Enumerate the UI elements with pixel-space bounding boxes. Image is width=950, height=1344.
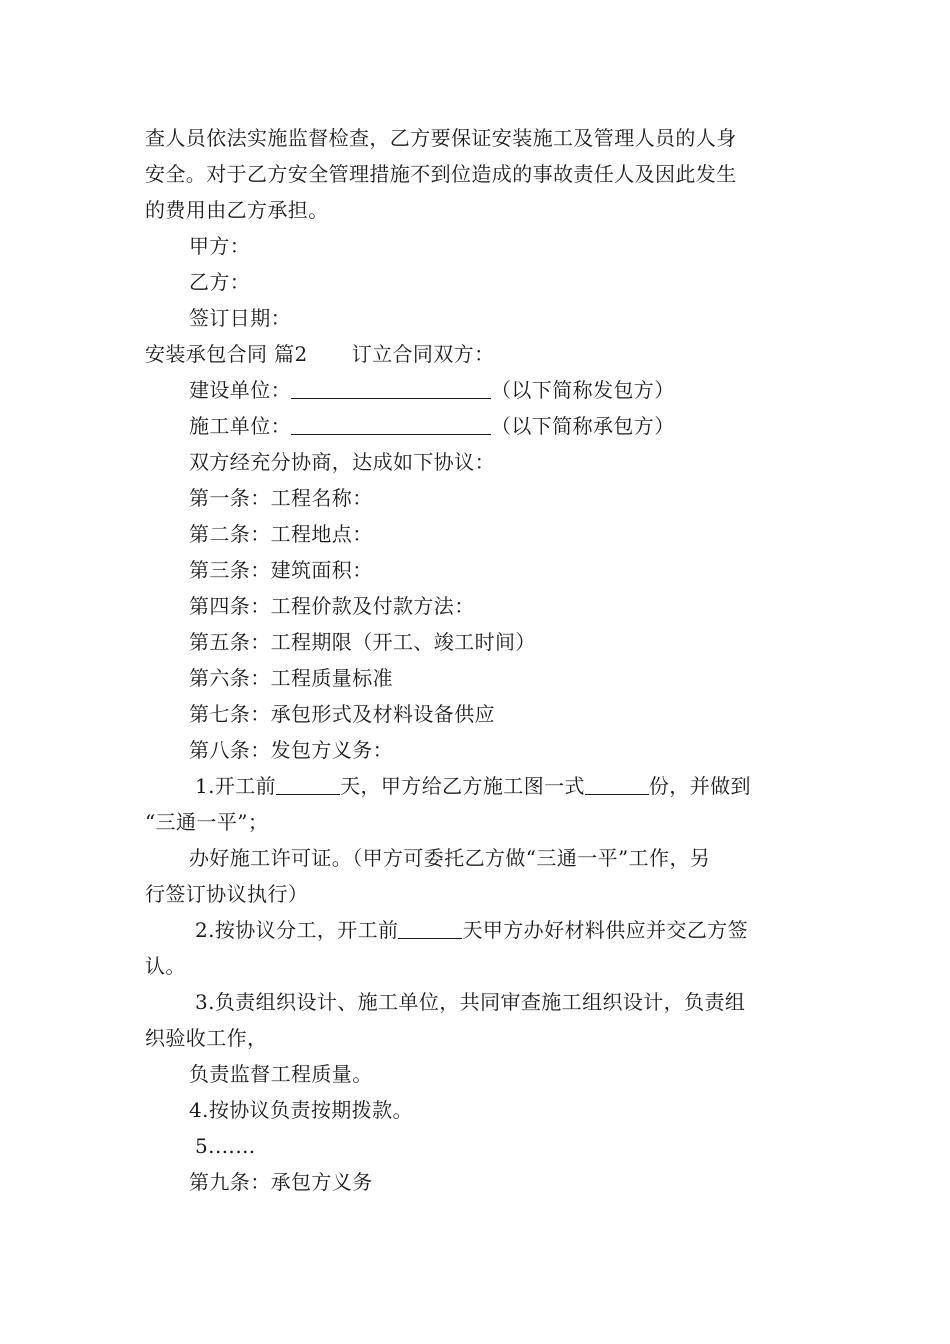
article-2: 第二条：工程地点： — [189, 522, 373, 546]
document-page — [145, 120, 810, 1200]
article-4: 第四条：工程价款及付款方法： — [189, 594, 475, 618]
item-1-continued: “三通一平”； — [145, 810, 269, 834]
builder-line — [145, 372, 810, 408]
article-9: 第九条：承包方义务 — [189, 1170, 373, 1194]
contractor-line — [145, 408, 810, 444]
item-1-text-b: 天，甲方给乙方施工图一式 — [340, 774, 585, 798]
contractor-blank — [291, 412, 491, 435]
item-3-quality: 负责监督工程质量。 — [189, 1062, 373, 1086]
item-2-text-b: 天甲方办好材料供应并交乙方签 — [462, 918, 749, 942]
builder-note: （以下简称发包方） — [491, 378, 675, 402]
paragraph-line: 的费用由乙方承担。 — [145, 198, 329, 222]
item-5-line: 5.…… — [195, 1134, 256, 1158]
item-3-line: 3.负责组织设计、施工单位，共同审查施工组织设计，负责组 — [195, 990, 746, 1014]
article-1: 第一条：工程名称： — [189, 486, 373, 510]
item-4-line: 4.按协议负责按期拨款。 — [189, 1098, 413, 1122]
article-7: 第七条：承包形式及材料设备供应 — [189, 702, 495, 726]
item-1-text-a: 1.开工前 — [195, 774, 277, 798]
section-parties: 订立合同双方： — [351, 342, 495, 366]
item-1-text-c: 份，并做到 — [648, 774, 751, 798]
article-8: 第八条：发包方义务： — [189, 738, 393, 762]
article-6: 第六条：工程质量标准 — [189, 666, 393, 690]
builder-blank — [291, 376, 491, 399]
article-3: 第三条：建筑面积： — [189, 558, 373, 582]
item-2-line — [145, 912, 810, 948]
item-1-blank-days — [276, 772, 340, 795]
section-title: 安装承包合同 篇2 — [145, 342, 308, 366]
builder-label: 建设单位： — [189, 378, 291, 402]
item-3-continued: 织验收工作， — [145, 1026, 268, 1050]
contractor-label: 施工单位： — [189, 414, 291, 438]
section-heading — [145, 336, 810, 372]
party-b-label: 乙方： — [189, 270, 251, 294]
agreement-line: 双方经充分协商，达成如下协议： — [189, 450, 495, 474]
item-2-text-a: 2.按协议分工，开工前 — [195, 918, 399, 942]
item-1-blank-copies — [585, 772, 649, 795]
item-1-permit: 办好施工许可证。（甲方可委托乙方做“三通一平”工作，另 — [189, 846, 711, 870]
item-1-permit-continued: 行签订协议执行） — [145, 882, 309, 906]
item-2-continued: 认。 — [145, 954, 186, 978]
item-1-line — [145, 768, 810, 804]
article-5: 第五条：工程期限（开工、竣工时间） — [189, 630, 536, 654]
paragraph-line: 安全。对于乙方安全管理措施不到位造成的事故责任人及因此发生 — [145, 162, 737, 186]
paragraph-line: 查人员依法实施监督检查，乙方要保证安装施工及管理人员的人身 — [145, 126, 737, 150]
sign-date-label: 签订日期： — [189, 306, 291, 330]
contractor-note: （以下简称承包方） — [491, 414, 675, 438]
item-2-blank-days — [398, 916, 462, 939]
party-a-label: 甲方： — [189, 234, 251, 258]
